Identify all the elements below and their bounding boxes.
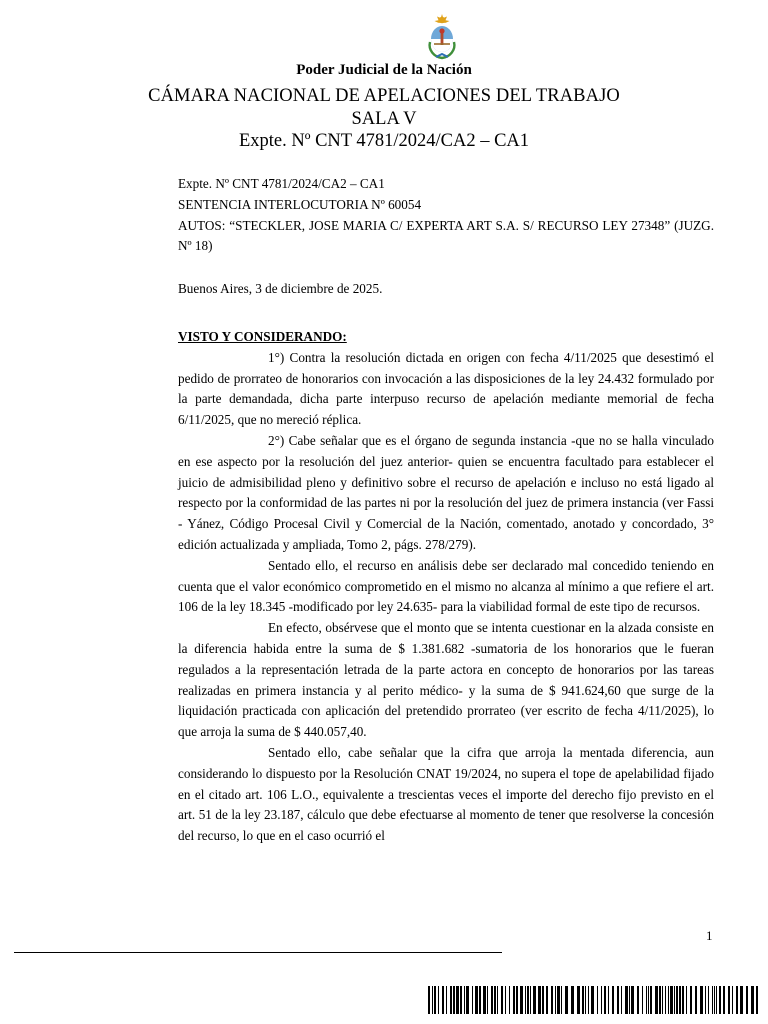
page-number: 1 bbox=[706, 928, 713, 943]
barcode-icon bbox=[428, 986, 762, 1014]
case-metadata bbox=[178, 174, 714, 257]
paragraph: Sentado ello, el recurso en análisis debe ser declarado mal concedido teniendo en cuenta que el valor económico comprometido en el mismo no alcanza al mínimo a que refiere el art. 106 de la ley 18.345 -modificado por ley 24.635- para la viabilidad formal de este tipo de recursos. bbox=[178, 557, 714, 615]
paragraph: Sentado ello, cabe señalar que la cifra que arroja la mentada diferencia, aun considerando lo dispuesto por la Resolución CNAT 19/2024, no supera el tope de apelabilidad fijado en el citado art. 106 L.O., equivalente a trescientas veces el importe del derecho fijo previsto en el art. 51 de la ley 23.187, cálculo que debe efectuarse al momento de tener que resolverse la concesión del recurso, lo que en el caso ocurrió el bbox=[178, 744, 714, 844]
section-heading: VISTO Y CONSIDERANDO: bbox=[178, 329, 347, 344]
organization-title: Poder Judicial de la Nación bbox=[296, 62, 472, 78]
sentencia-number: SENTENCIA INTERLOCUTORIA Nº 60054 bbox=[178, 196, 422, 212]
paragraph: 1°) Contra la resolución dictada en origen con fecha 4/11/2025 que desestimó el pedido de prorrateo de honorarios con invocación a las disposiciones de la ley 24.432 formulado por la parte demandada, dicha parte interpuso recurso de apelación mediante memorial de fecha 6/11/2025, que no mereció réplica. bbox=[178, 349, 714, 428]
chamber-title: CÁMARA NACIONAL DE APELACIONES DEL TRABAJO bbox=[148, 86, 620, 106]
document-date: Buenos Aires, 3 de diciembre de 2025. bbox=[178, 281, 383, 296]
sala-title: SALA V bbox=[351, 109, 417, 129]
footer-divider bbox=[14, 952, 502, 953]
case-caption: AUTOS: “STECKLER, JOSE MARIA C/ EXPERTA ART S.A. S/ RECURSO LEY 27348” (JUZG. Nº 18) bbox=[178, 217, 714, 254]
expediente-number: Expte. Nº CNT 4781/2024/CA2 – CA1 bbox=[178, 176, 385, 191]
paragraph: 2°) Cabe señalar que es el órgano de segunda instancia -que no se halla vinculado en ese aspecto por la resolución del juez anterior- quien se encuentra facultado para establecer el juicio de admisibilidad pleno y definitivo sobre el recurso de apelación e incluso no está ligado al respecto por la conformidad de las partes ni por la resolución del juez de primera instancia (ver Fassi - Yánez, Código Procesal Civil y Comercial de la Nación, comentado, anotado y concordado, 3° edición actualizada y ampliada, Tomo 2, págs. 278/279). bbox=[178, 432, 714, 552]
paragraph: En efecto, obsérvese que el monto que se intenta cuestionar en la alzada consiste en la diferencia habida entre la suma de $ 1.381.682 -sumatoria de los honorarios que le fueran regulados a la representación letrada de la parte actora en concepto de honorarios por las tareas realizadas en primera instancia y al perito médico- y la suma de $ 941.624,60 que surge de la liquidación practicada con aplicación del pretendido prorrateo (ver escrito de fecha 4/11/2025), lo que arroja la suma de $ 440.057,40. bbox=[178, 620, 714, 740]
document-body bbox=[178, 327, 714, 847]
national-coat-of-arms-icon bbox=[424, 12, 460, 60]
expediente-heading: Expte. Nº CNT 4781/2024/CA2 – CA1 bbox=[238, 131, 530, 151]
